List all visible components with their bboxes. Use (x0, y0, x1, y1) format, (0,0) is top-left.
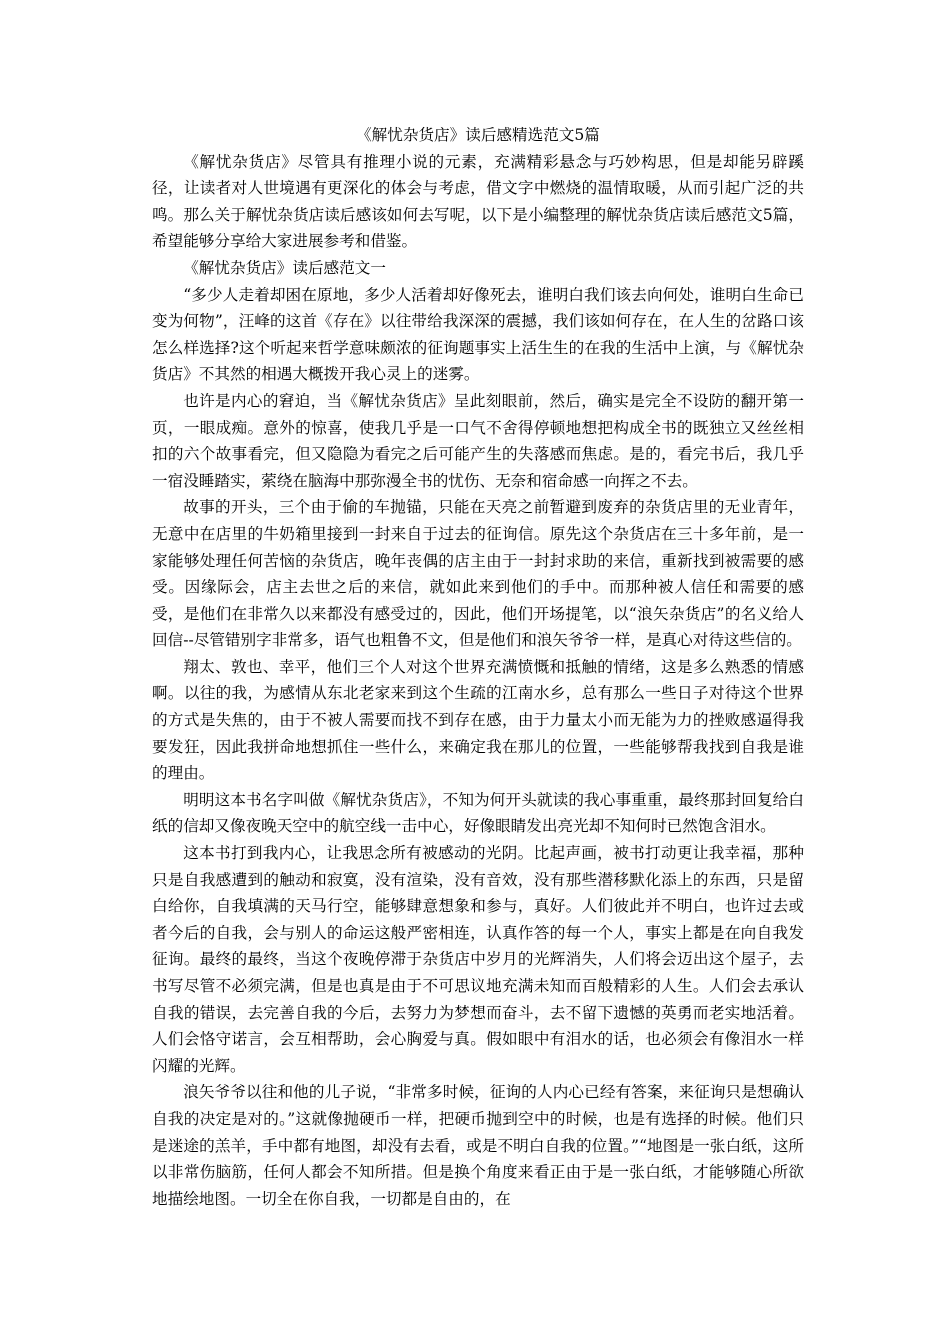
body-paragraph: 故事的开头，三个由于偷的车抛锚，只能在天亮之前暂避到废弃的杂货店里的无业青年，无意中在店里的牛奶箱里接到一封来自于过去的征询信。原先这个杂货店在三十多年前，是一家能够处理任何苦恼的杂货店，晚年丧偶的店主由于一封封求助的来信，重新找到被需要的感受。因缘际会，店主去世之后的来信，就如此来到他们的手中。而那种被人信任和需要的感受，是他们在非常久以来都没有感受过的，因此，他们开场提笔，以“浪矢杂货店”的名义给人回信--尽管错别字非常多，语气也粗鲁不文，但是他们和浪矢爷爷一样，是真心对待这些信的。 (152, 498, 804, 650)
body-paragraph: 这本书打到我内心，让我思念所有被感动的光阴。比起声画，被书打动更让我幸福，那种只是自我感遭到的触动和寂寞，没有渲染，没有音效，没有那些潜移默化添上的东西，只是留白给你，自我填满的天马行空，能够肆意想象和参与，真好。人们彼此并不明白，也许过去或者今后的自我，会与别人的命运这般严密相连，认真作答的每一个人，事实上都是在向自我发征询。最终的最终，当这个夜晚停滞于杂货店中岁月的光辉消失，人们将会迈出这个屋子，去书写尽管不必须完满，但是也真是由于不可思议地充满未知而百般精彩的人生。人们会去承认自我的错误，去完善自我的今后，去努力为梦想而奋斗，去不留下遗憾的英勇而老实地活着。人们会恪守诺言，会互相帮助，会心胸爱与真。假如眼中有泪水的话，也必须会有像泪水一样闪耀的光辉。 (152, 844, 804, 1075)
body-paragraph: “多少人走着却困在原地，多少人活着却好像死去，谁明白我们该去向何处，谁明白生命已变为何物”，汪峰的这首《存在》以往带给我深深的震撼，我们该如何存在，在人生的岔路口该怎么样选择?这个听起来哲学意味颇浓的征询题事实上活生生的在我的生活中上演，与《解忧杂货店》不其然的相遇大概拨开我心灵上的迷雾。 (152, 285, 804, 384)
body-paragraph: 翔太、敦也、幸平，他们三个人对这个世界充满愤慨和抵触的情绪，这是多么熟悉的情感啊。以往的我，为感情从东北老家来到这个生疏的江南水乡，总有那么一些日子对待这个世界的方式是失焦的，由于不被人需要而找不到存在感，由于力量太小而无能为力的挫败感逼得我要发狂，因此我拼命地想抓住一些什么，来确定我在那儿的位置，一些能够帮我找到自我是谁的理由。 (152, 657, 804, 783)
intro-paragraph: 《解忧杂货店》尽管具有推理小说的元素，充满精彩悬念与巧妙构思，但是却能另辟蹊径，让读者对人世境遇有更深化的体会与考虑，借文字中燃烧的温情取暖，从而引起广泛的共鸣。那么关于解忧杂货店读后感该如何去写呢，以下是小编整理的解忧杂货店读后感范文5篇，希望能够分享给大家进展参考和借鉴。 (152, 152, 804, 251)
body-paragraph: 也许是内心的窘迫，当《解忧杂货店》呈此刻眼前，然后，确实是完全不设防的翻开第一页，一眼成痴。意外的惊喜，使我几乎是一口气不舍得停顿地想把构成全书的既独立又丝丝相扣的六个故事看完，但又隐隐为看完之后可能产生的失落感而焦虑。是的，看完书后，我几乎一宿没睡踏实，萦绕在脑海中那弥漫全书的忧伤、无奈和宿命感一向挥之不去。 (152, 391, 804, 490)
document-page (152, 122, 804, 1212)
body-paragraph: 明明这本书名字叫做《解忧杂货店》，不知为何开头就读的我心事重重，最终那封回复给白纸的信却又像夜晚天空中的航空线一击中心，好像眼睛发出亮光却不知何时已然饱含泪水。 (152, 790, 804, 836)
section-heading: 《解忧杂货店》读后感范文一 (183, 258, 386, 277)
document-title: 《解忧杂货店》读后感精选范文5篇 (356, 126, 600, 144)
body-paragraph: 浪矢爷爷以往和他的儿子说，“非常多时候，征询的人内心已经有答案，来征询只是想确认自我的决定是对的。”这就像抛硬币一样，把硬币抛到空中的时候，也是有选择的时候。他们只是迷途的羔羊，手中都有地图，却没有去看，或是不明白自我的位置。”“地图是一张白纸，这所以非常伤脑筋，任何人都会不知所措。但是换个角度来看正由于是一张白纸，才能够随心所欲地描绘地图。一切全在你自我，一切都是自由的，在 (152, 1083, 804, 1208)
